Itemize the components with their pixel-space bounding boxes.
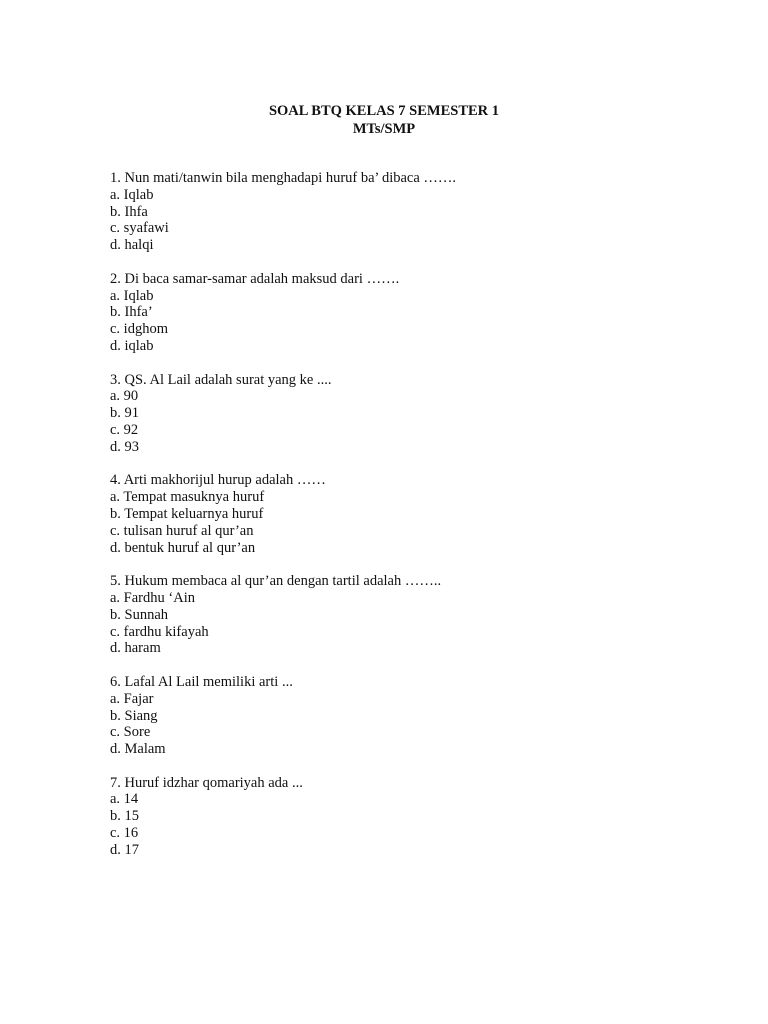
option-b: b. 15: [110, 808, 139, 825]
option-d: d. 17: [110, 841, 139, 858]
option-b: b. Ihfa’: [110, 304, 153, 321]
option-a: a. 90: [110, 388, 139, 405]
option-a: a. Tempat masuknya huruf: [110, 489, 265, 506]
document-title: SOAL BTQ KELAS 7 SEMESTER 1: [268, 103, 500, 119]
question-text: 6. Lafal Al Lail memiliki arti ...: [110, 673, 293, 690]
question-text: 3. QS. Al Lail adalah surat yang ke ....: [110, 371, 332, 388]
option-b: b. Sunnah: [110, 606, 168, 623]
document-subtitle: MTs/SMP: [352, 121, 416, 137]
question-1: [110, 170, 710, 254]
option-d: d. iqlab: [110, 337, 154, 354]
option-c: c. syafawi: [110, 220, 169, 237]
option-d: d. bentuk huruf al qur’an: [110, 539, 256, 556]
option-c: c. idghom: [110, 321, 168, 338]
question-4: [110, 472, 710, 556]
question-text: 4. Arti makhorijul hurup adalah ……: [110, 472, 326, 489]
option-a: a. Iqlab: [110, 186, 154, 203]
option-c: c. 16: [110, 825, 139, 842]
option-b: b. Ihfa: [110, 203, 148, 220]
option-c: c. fardhu kifayah: [110, 623, 209, 640]
option-a: a. Fardhu ‘Ain: [110, 589, 195, 606]
question-text: 2. Di baca samar-samar adalah maksud dari …….: [110, 270, 400, 287]
question-6: [110, 674, 710, 758]
option-d: d. 93: [110, 438, 139, 455]
option-b: b. 91: [110, 405, 139, 422]
question-7: [110, 775, 710, 859]
option-c: c. Sore: [110, 724, 151, 741]
option-d: d. haram: [110, 640, 161, 657]
question-text: 5. Hukum membaca al qur’an dengan tartil adalah ……..: [110, 573, 442, 590]
question-3: [110, 372, 710, 456]
document-header: [0, 102, 768, 138]
question-text: 7. Huruf idzhar qomariyah ada ...: [110, 774, 303, 791]
question-5: [110, 573, 710, 657]
option-c: c. tulisan huruf al qur’an: [110, 522, 254, 539]
option-b: b. Tempat keluarnya huruf: [110, 505, 264, 522]
question-list: [110, 170, 710, 875]
question-text: 1. Nun mati/tanwin bila menghadapi huruf ba’ dibaca …….: [110, 170, 457, 186]
option-c: c. 92: [110, 421, 139, 438]
option-b: b. Siang: [110, 707, 158, 724]
option-d: d. Malam: [110, 741, 166, 758]
question-2: [110, 271, 710, 355]
option-a: a. 14: [110, 791, 139, 808]
option-d: d. halqi: [110, 237, 154, 254]
option-a: a. Fajar: [110, 690, 154, 707]
option-a: a. Iqlab: [110, 287, 154, 304]
